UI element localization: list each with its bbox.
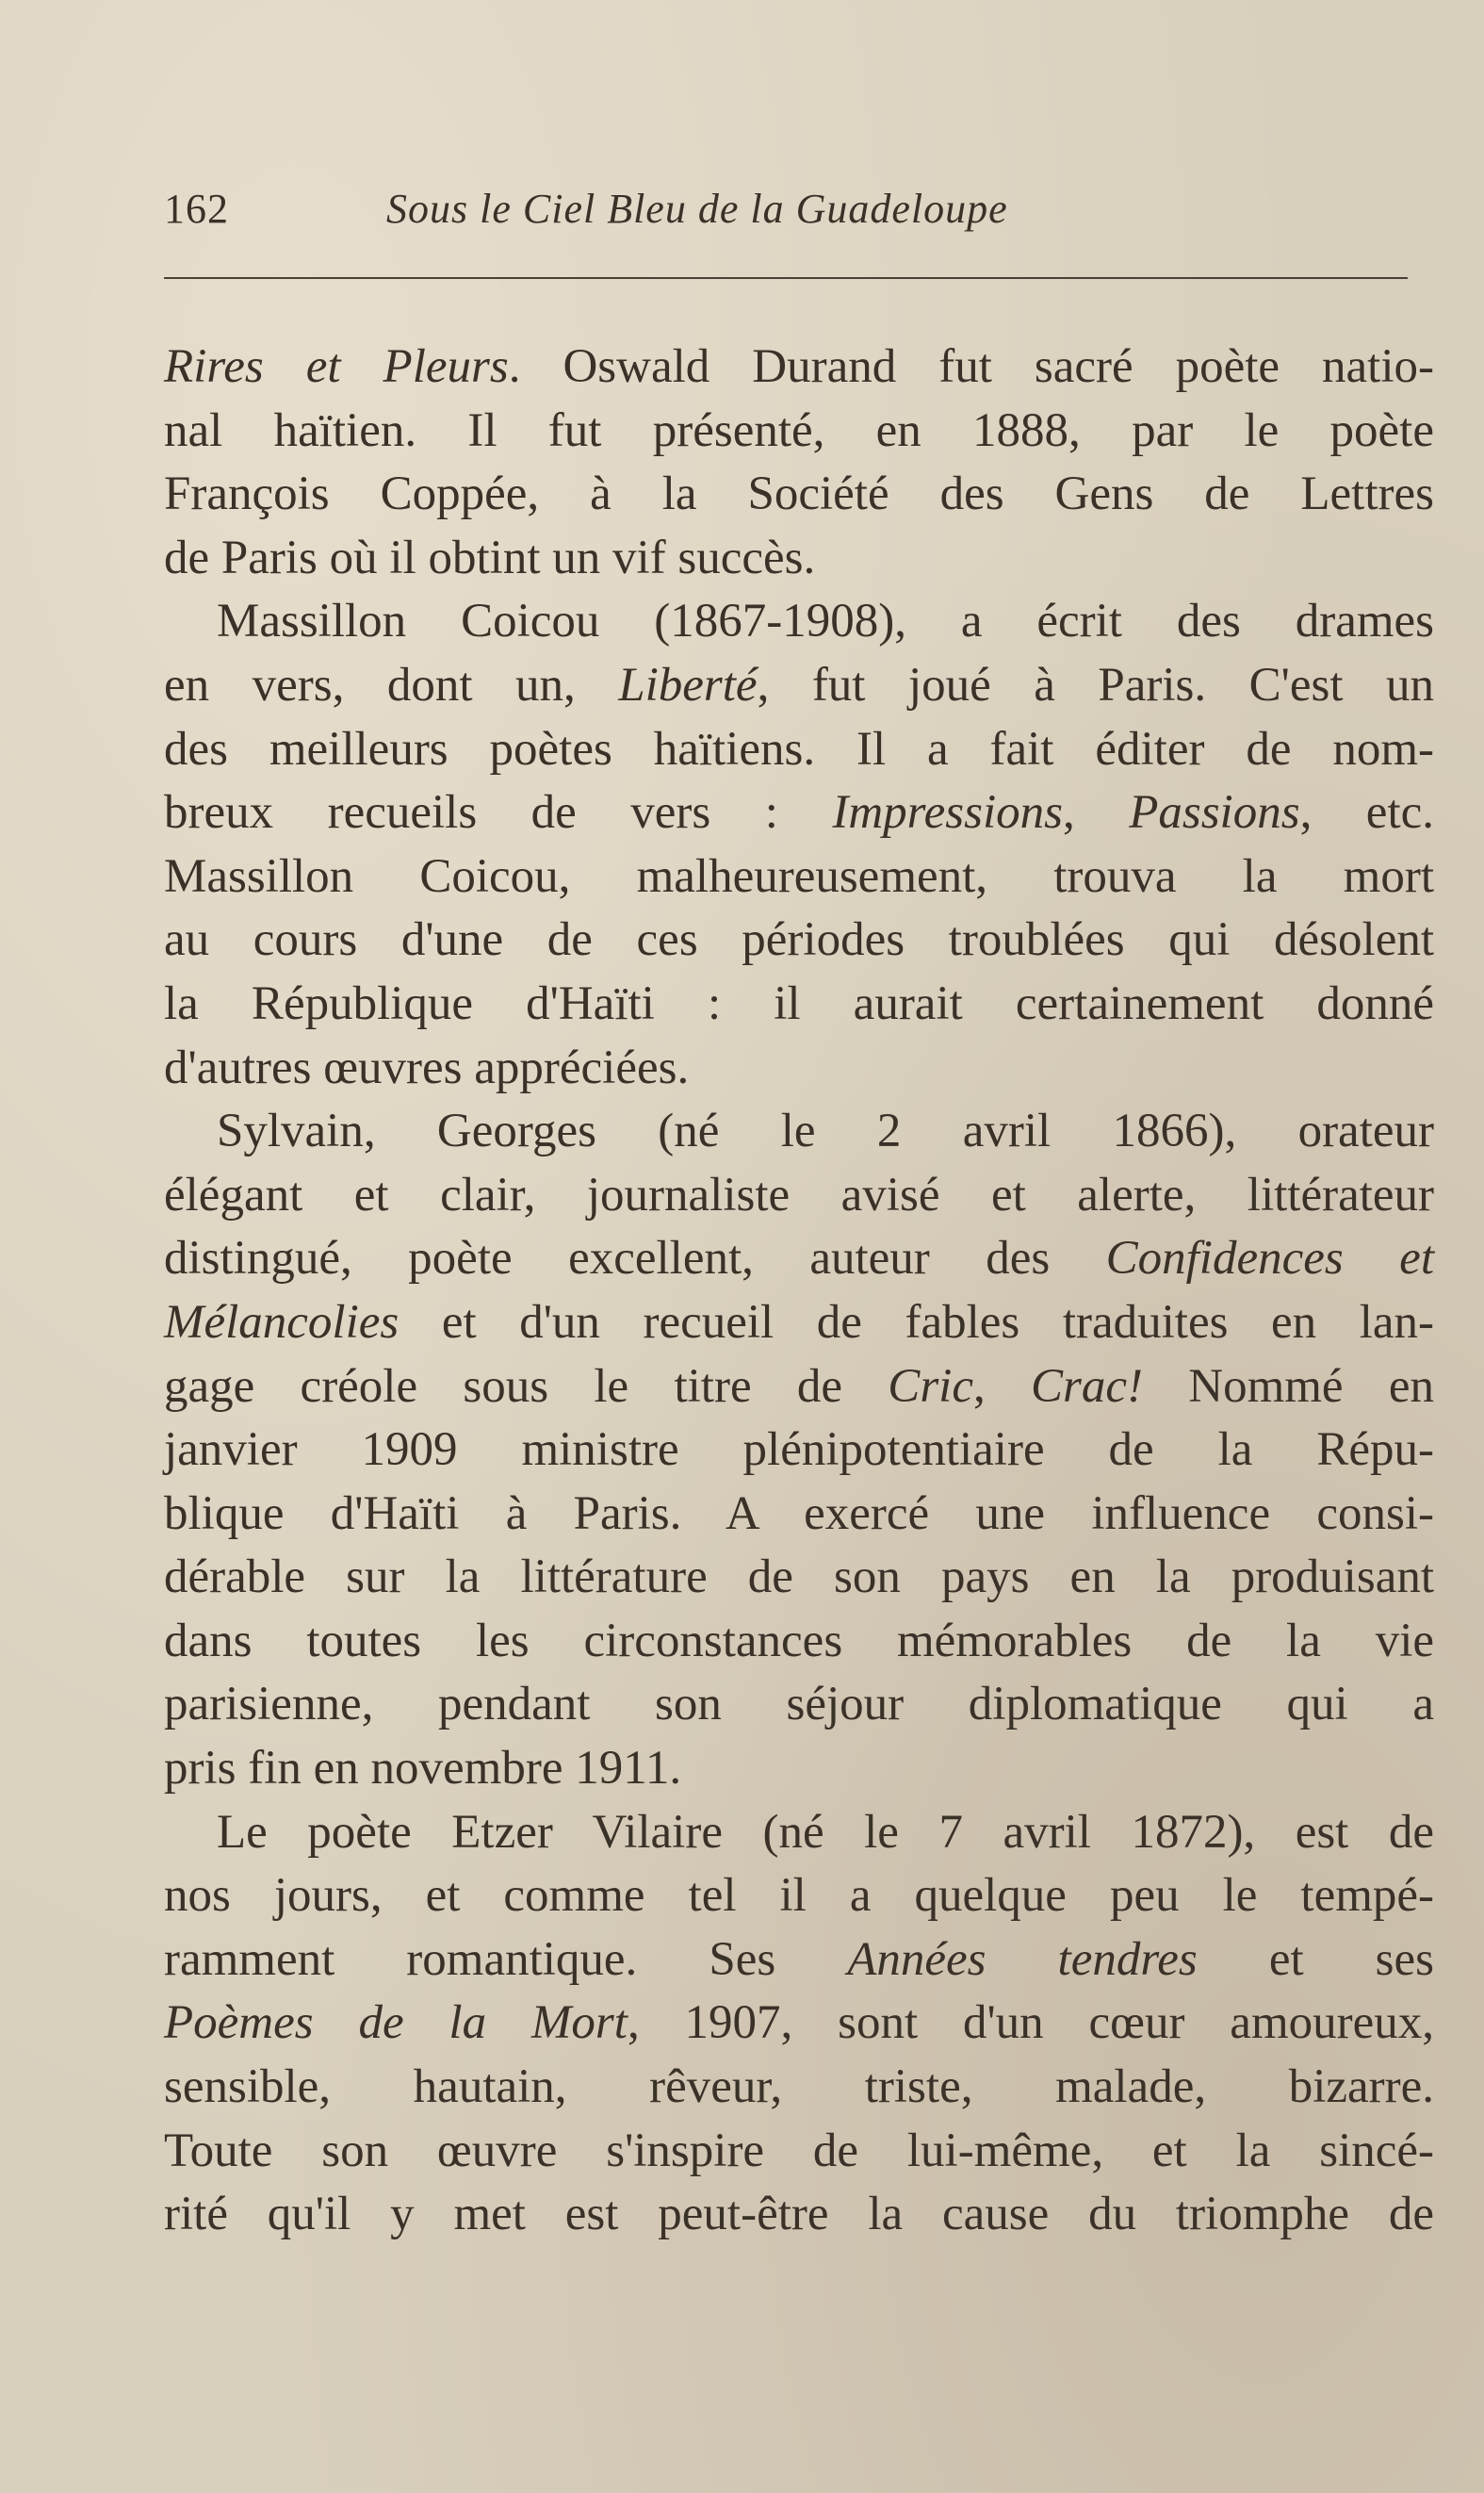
italic-title: Poèmes de la Mort <box>164 1996 628 2050</box>
italic-title: Crac! <box>1031 1359 1143 1413</box>
text-run: nos jours, et comme tel il a quelque peu le tempé- <box>164 1869 1434 1923</box>
text-run: , fut joué à Paris. C'est un <box>757 658 1434 712</box>
text-run: dans toutes les circonstances mémorables de la vie <box>164 1614 1434 1667</box>
text-run: , <box>1062 786 1130 840</box>
text-run: au cours d'une de ces périodes troublées qui désolent <box>164 913 1434 967</box>
text-run: parisienne, pendant son séjour diplomatique qui a <box>164 1678 1434 1731</box>
italic-title: Confidences et <box>1105 1232 1434 1286</box>
text-line <box>164 909 1434 973</box>
text-run: Massillon Coicou, malheureusement, trouva la mort <box>164 849 1434 903</box>
text-run: janvier 1909 ministre plénipotentiaire de la Répu- <box>164 1423 1434 1477</box>
text-run: Le poète Etzer Vilaire (né le 7 avril 1872), est de <box>217 1805 1434 1859</box>
text-line <box>164 1737 1434 1801</box>
italic-title: Liberté <box>618 658 758 712</box>
text-run: Massillon Coicou (1867-1908), a écrit des drames <box>217 595 1434 648</box>
text-line <box>164 718 1434 782</box>
italic-title: Cric <box>888 1359 973 1413</box>
text-line <box>164 781 1434 845</box>
text-run: en vers, dont un, <box>164 658 619 712</box>
text-line <box>164 1355 1434 1419</box>
text-run: élégant et clair, journaliste avisé et alerte, littérateur <box>164 1168 1434 1222</box>
text-line <box>164 1610 1434 1674</box>
text-line <box>164 1037 1434 1101</box>
text-line <box>164 400 1434 464</box>
italic-title: Impressions <box>832 786 1063 840</box>
text-line <box>164 845 1434 910</box>
text-run: de Paris où il obtint un vif succès. <box>164 531 816 584</box>
text-line <box>164 654 1434 718</box>
text-line <box>164 1227 1434 1291</box>
header-rule <box>164 277 1408 279</box>
text-run: ramment romantique. Ses <box>164 1932 848 1986</box>
text-run: rité qu'il y met est peut-être la cause du triomphe de <box>164 2188 1434 2241</box>
text-run: distingué, poète excellent, auteur des <box>164 1232 1106 1286</box>
text-run: pris fin en novembre 1911. <box>164 1742 682 1796</box>
text-line <box>164 590 1434 654</box>
text-line <box>164 1419 1434 1483</box>
text-run: François Coppée, à la Société des Gens de Lettres <box>164 467 1434 521</box>
italic-title: Passions <box>1129 786 1300 840</box>
text-run: , <box>972 1359 1031 1413</box>
text-line <box>164 463 1434 527</box>
text-run: Nommé en <box>1142 1359 1434 1413</box>
text-line <box>164 1864 1434 1928</box>
text-line <box>164 2120 1434 2184</box>
text-line <box>164 527 1434 591</box>
text-line <box>164 1673 1434 1737</box>
text-run: Toute son œuvre s'inspire de lui-même, et la sincé- <box>164 2124 1434 2177</box>
text-run: nal haïtien. Il fut présenté, en 1888, par le poète <box>164 403 1434 457</box>
text-run: sensible, hautain, rêveur, triste, malade, bizarre. <box>164 2060 1434 2114</box>
text-line <box>164 973 1434 1037</box>
text-run: breux recueils de vers : <box>164 786 833 840</box>
italic-title: Rires et Pleurs <box>164 340 509 393</box>
text-run: et ses <box>1197 1932 1434 1986</box>
text-run: Sylvain, Georges (né le 2 avril 1866), orateur <box>217 1105 1434 1158</box>
text-line <box>164 1291 1434 1355</box>
text-run: , 1907, sont d'un cœur amoureux, <box>627 1996 1434 2050</box>
italic-title: Mélancolies <box>164 1295 400 1349</box>
text-run: dérable sur la littérature de son pays en la produisant <box>164 1550 1434 1604</box>
text-line <box>164 1164 1434 1228</box>
text-run: d'autres œuvres appréciées. <box>164 1041 690 1094</box>
text-line <box>164 2056 1434 2120</box>
text-line <box>164 1483 1434 1547</box>
text-line <box>164 1928 1434 1993</box>
text-run: . Oswald Durand fut sacré poète natio- <box>508 340 1435 393</box>
running-title: Sous le Ciel Bleu de la Guadeloupe <box>386 186 1008 232</box>
page-header <box>164 185 1408 251</box>
text-line <box>164 1546 1434 1610</box>
text-line <box>164 1992 1434 2056</box>
text-run: et d'un recueil de fables traduites en lan- <box>399 1295 1434 1349</box>
text-line <box>164 1801 1434 1865</box>
page-number: 162 <box>164 186 229 232</box>
italic-title: Années tendres <box>847 1932 1198 1986</box>
text-run: la République d'Haïti : il aurait certainement donné <box>164 976 1434 1030</box>
text-line <box>164 2183 1434 2247</box>
text-line <box>164 336 1434 400</box>
text-line <box>164 1100 1434 1164</box>
text-run: gage créole sous le titre de <box>164 1359 889 1413</box>
text-run: blique d'Haïti à Paris. A exercé une influence consi- <box>164 1486 1434 1540</box>
text-run: des meilleurs poètes haïtiens. Il a fait éditer de nom- <box>164 722 1434 776</box>
text-run: , etc. <box>1299 786 1434 840</box>
body-text <box>164 336 1434 2247</box>
